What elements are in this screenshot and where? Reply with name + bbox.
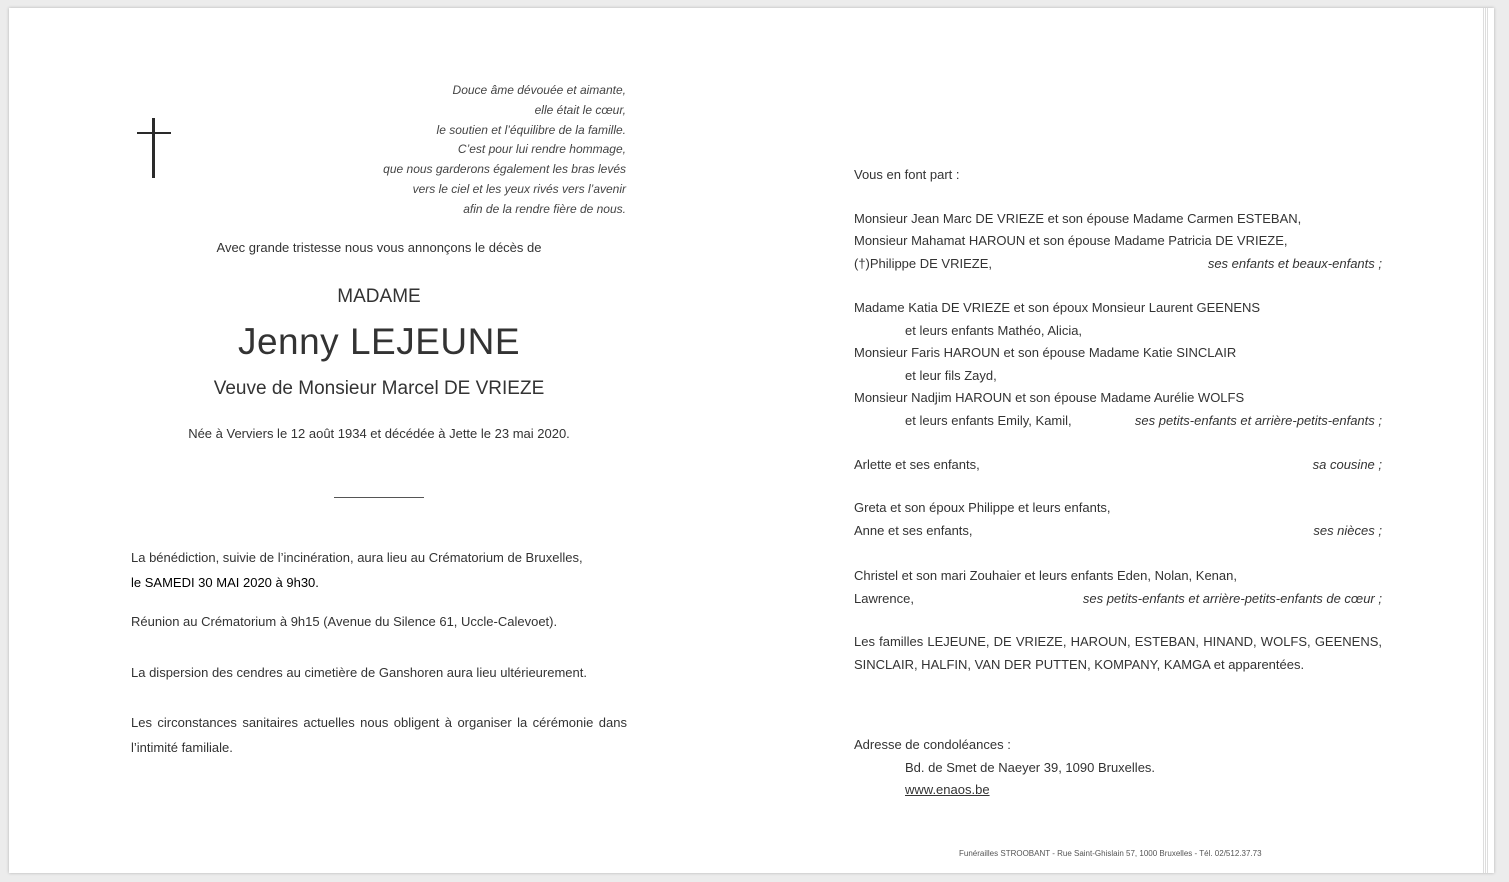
- family-row-text: Christel et son mari Zouhaier et leurs enfants Eden, Nolan, Kenan,: [854, 568, 1237, 583]
- poem-line: C’est pour lui rendre hommage,: [457, 142, 626, 157]
- divider: [334, 497, 424, 498]
- family-row-text: et leurs enfants Mathéo, Alicia,: [905, 323, 1083, 338]
- family-row: [854, 323, 1382, 343]
- family-row-text: Monsieur Mahamat HAROUN et son épouse Madame Patricia DE VRIEZE,: [854, 233, 1288, 248]
- poem: [289, 81, 626, 220]
- ceremony-meeting: Réunion au Crématorium à 9h15 (Avenue du Silence 61, Uccle-Calevoet).: [131, 614, 558, 629]
- family-row: [854, 591, 1382, 611]
- title-madame: MADAME: [337, 286, 421, 307]
- widow-of: Veuve de Monsieur Marcel DE VRIEZE: [213, 378, 545, 399]
- family-row: [854, 300, 1382, 320]
- family-row-relation: ses petits-enfants et arrière-petits-enfants ;: [1134, 413, 1382, 428]
- ceremony-date: le SAMEDI 30 MAI 2020 à 9h30.: [131, 575, 319, 590]
- family-row: [854, 413, 1382, 433]
- family-row-text: (†)Philippe DE VRIEZE,: [854, 256, 992, 271]
- poem-line: vers le ciel et les yeux rivés vers l’avenir: [412, 181, 626, 196]
- family-row: [854, 500, 1382, 520]
- family-row-text: Anne et ses enfants,: [854, 523, 973, 538]
- family-row: [854, 457, 1382, 477]
- poem-line: que nous garderons également les bras levés: [383, 162, 626, 177]
- family-row: [854, 345, 1382, 365]
- page-edge: [1483, 8, 1488, 873]
- family-row: [854, 368, 1382, 388]
- poem-line: elle était le cœur,: [534, 102, 626, 117]
- poem-line: le soutien et l’équilibre de la famille.: [436, 122, 626, 137]
- family-row: [854, 390, 1382, 410]
- cross-icon: [137, 118, 171, 178]
- poem-line: Douce âme dévouée et aimante,: [452, 83, 626, 97]
- family-row-text: Lawrence,: [854, 591, 914, 606]
- condolences-label: Adresse de condoléances :: [854, 737, 1011, 752]
- ceremony-line-1: La bénédiction, suivie de l’incinération, aura lieu au Crématorium de Bruxelles,: [131, 550, 583, 565]
- family-row-relation: ses petits-enfants et arrière-petits-enfants de cœur ;: [1082, 591, 1382, 606]
- ash-dispersion: La dispersion des cendres au cimetière de Ganshoren aura lieu ultérieurement.: [131, 665, 587, 680]
- intro: Vous en font part :: [854, 167, 960, 182]
- condolences-address: Bd. de Smet de Naeyer 39, 1090 Bruxelles.: [905, 760, 1156, 775]
- family-row-text: Monsieur Jean Marc DE VRIEZE et son épouse Madame Carmen ESTEBAN,: [854, 211, 1302, 226]
- family-row-relation: sa cousine ;: [1312, 457, 1382, 472]
- footer-funeral-home: Funérailles STROOBANT - Rue Saint-Ghislain 57, 1000 Bruxelles - Tél. 02/512.37.73: [959, 849, 1262, 858]
- family-row-text: et leur fils Zayd,: [905, 368, 997, 383]
- family-column: [854, 8, 1382, 873]
- family-row: [854, 211, 1382, 231]
- family-row-relation: ses enfants et beaux-enfants ;: [1207, 256, 1382, 271]
- sanitary-circumstances: Les circonstances sanitaires actuelles nous obligent à organiser la cérémonie dans l’intimité familiale.: [131, 715, 627, 755]
- family-row: [854, 568, 1382, 588]
- poem-line: afin de la rendre fière de nous.: [463, 201, 626, 216]
- family-row: [854, 233, 1382, 253]
- family-row: [854, 256, 1382, 276]
- families-list: Les familles LEJEUNE, DE VRIEZE, HAROUN, ESTEBAN, HINAND, WOLFS, GEENENS, SINCLAIR, HALFIN, VAN DER PUTTEN, KOMPANY, KAMGA et apparentées.: [854, 634, 1382, 672]
- family-row-text: Monsieur Nadjim HAROUN et son épouse Madame Aurélie WOLFS: [854, 390, 1245, 405]
- family-row-text: Arlette et ses enfants,: [854, 457, 980, 472]
- family-row-text: Greta et son époux Philippe et leurs enfants,: [854, 500, 1111, 515]
- announcement: Avec grande tristesse nous vous annonçons le décès de: [216, 240, 542, 255]
- family-row-text: Monsieur Faris HAROUN et son épouse Madame Katie SINCLAIR: [854, 345, 1237, 360]
- condolences-website-link[interactable]: www.enaos.be: [905, 782, 990, 797]
- obituary-sheet: [9, 8, 1494, 873]
- deceased-name: Jenny LEJEUNE: [237, 321, 521, 362]
- family-row: [854, 523, 1382, 543]
- family-row-relation: ses nièces ;: [1313, 523, 1382, 538]
- family-row-text: et leurs enfants Emily, Kamil,: [905, 413, 1072, 428]
- family-row-text: Madame Katia DE VRIEZE et son époux Monsieur Laurent GEENENS: [854, 300, 1261, 315]
- birth-death: Née à Verviers le 12 août 1934 et décédée à Jette le 23 mai 2020.: [188, 426, 570, 441]
